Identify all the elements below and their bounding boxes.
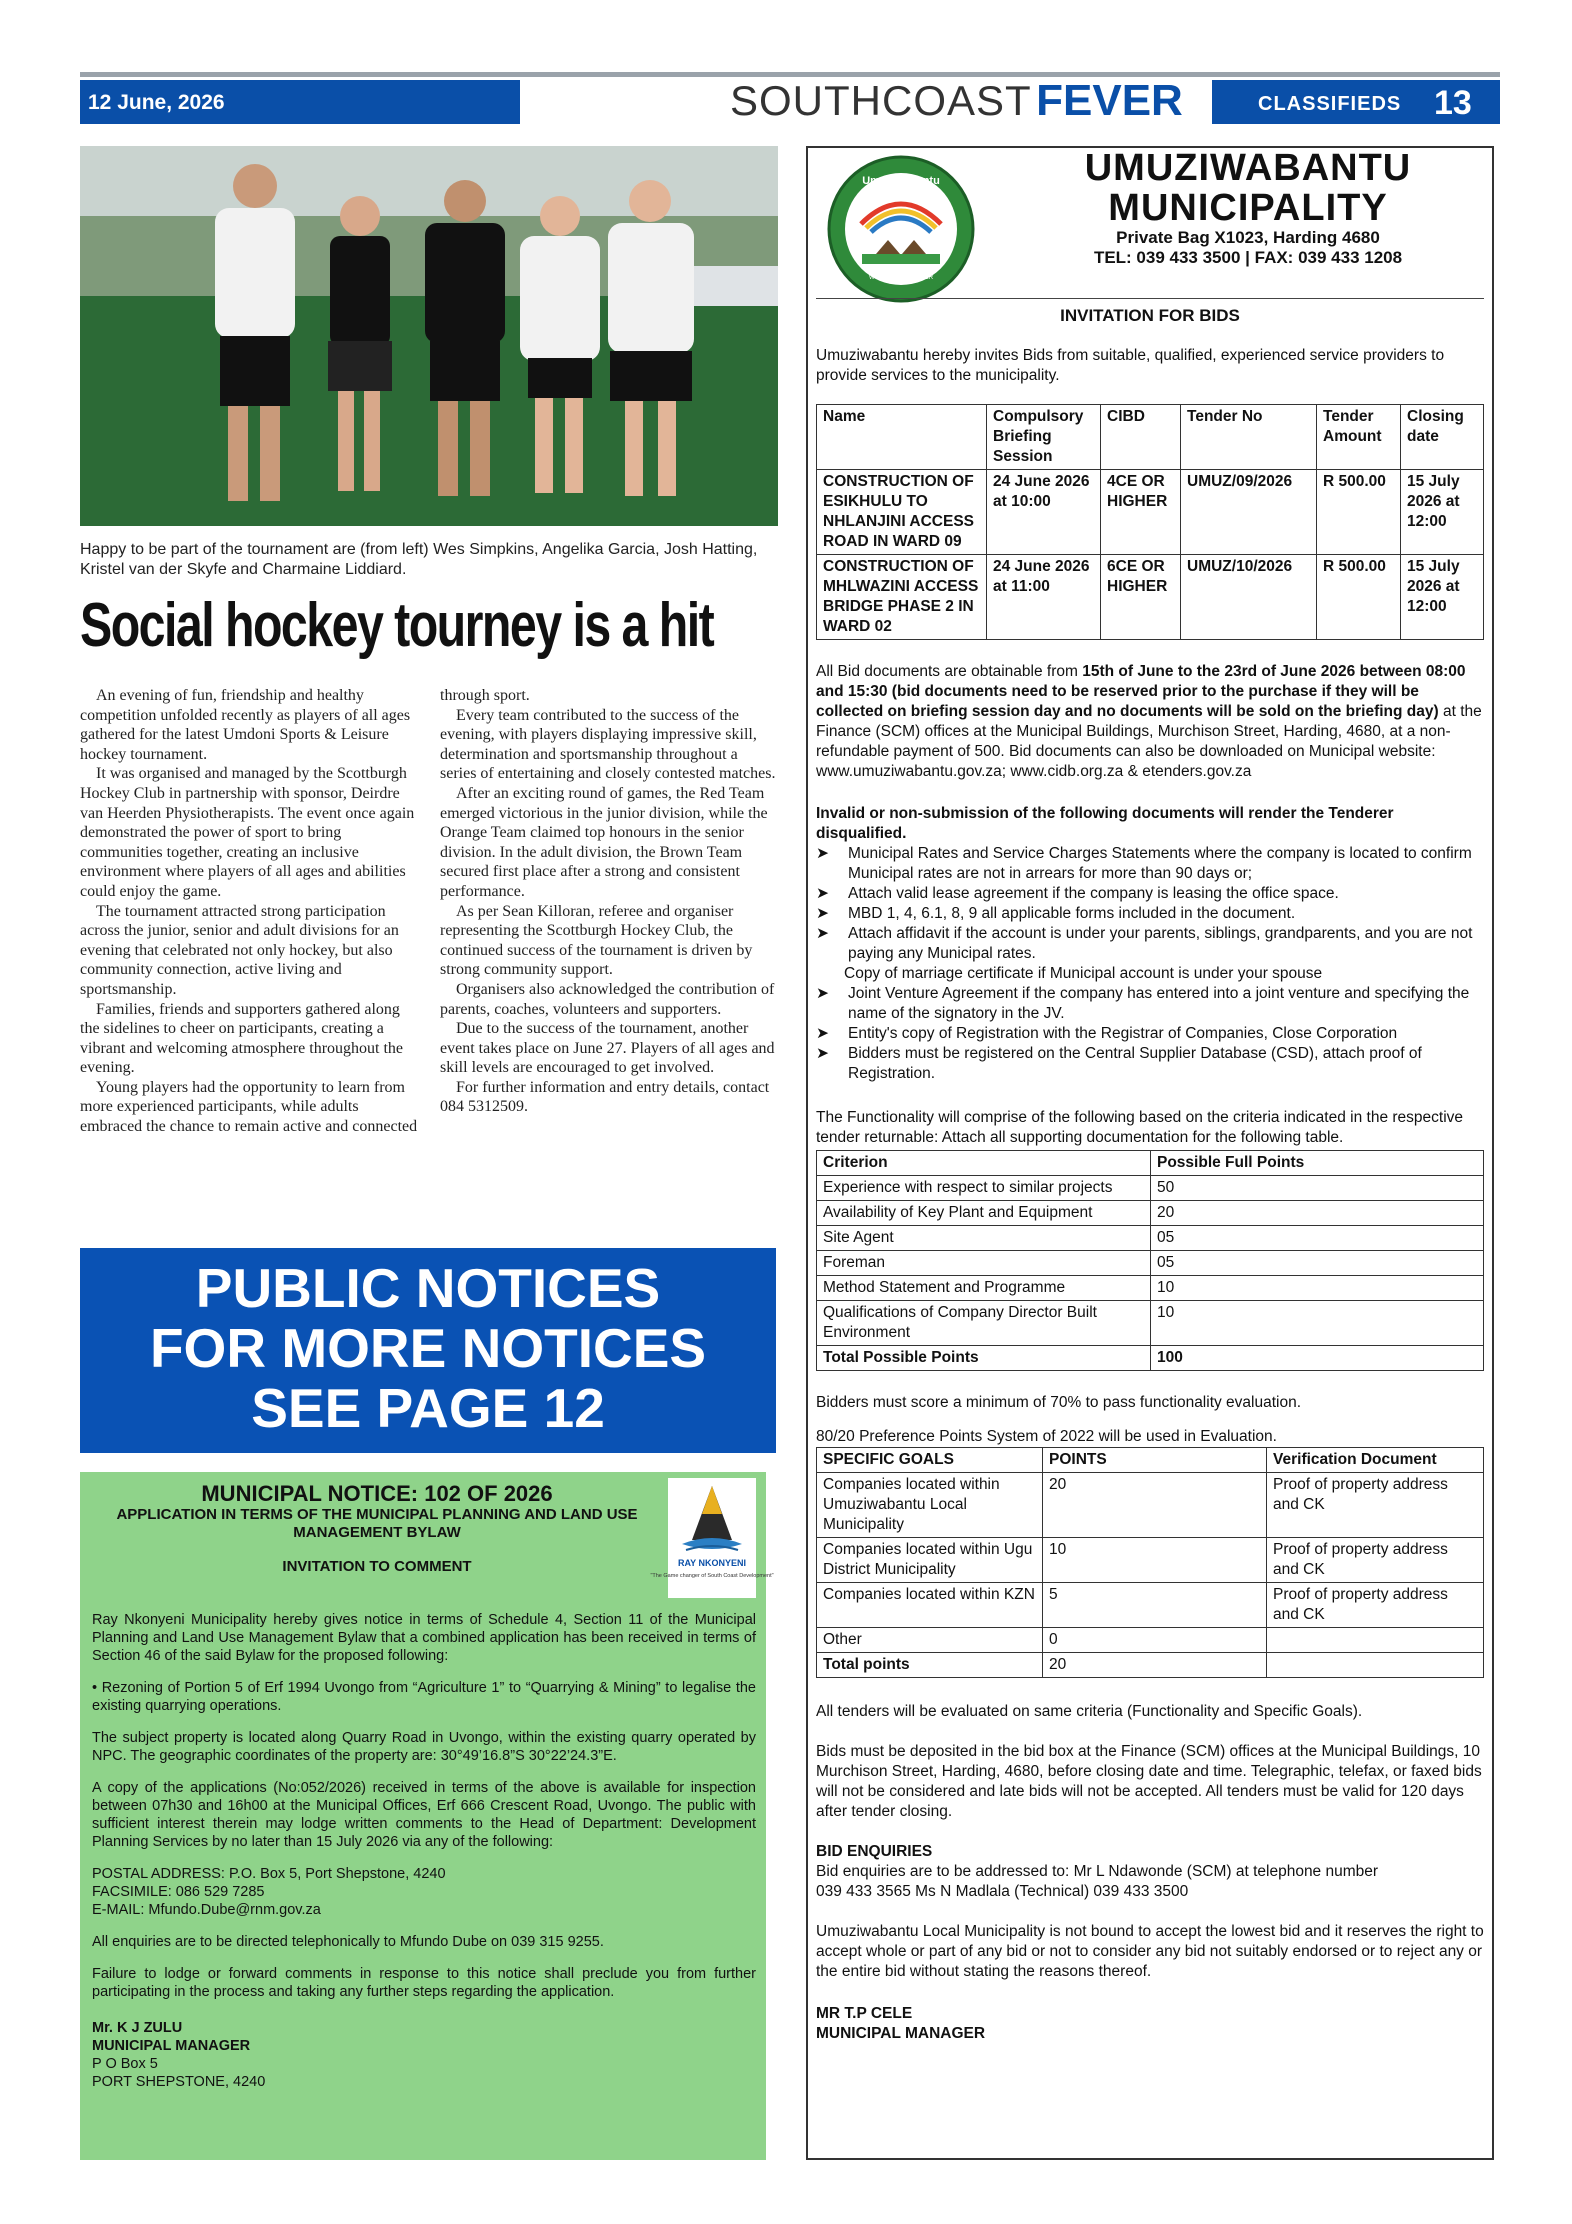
list-item: ➤ Joint Venture Agreement if the company has entered into a joint venture and specifying the name of the signatory in the JV. <box>816 985 1470 1022</box>
article-paragraph: An evening of fun, friendship and healthy competition unfolded recently as players of all ages gathered for the latest Umdoni Sports & Leisure hockey tournament. <box>80 687 411 763</box>
logo-name: RAY NKONYENI <box>677 1558 747 1568</box>
article-paragraph: The tournament attracted strong participation across the junior, senior and adult divisions for an evening that celebrated not only hockey, but also community connection, active living and sportsmanship. <box>80 902 399 998</box>
table-cell: Companies located within KZN <box>817 1583 1043 1628</box>
article-continuation: through sport. <box>440 687 530 704</box>
table-cell: 4CE OR HIGHER <box>1101 470 1181 555</box>
table-row <box>817 1276 1484 1301</box>
list-item: ➤ Attach valid lease agreement if the company is leasing the office space. <box>816 885 1339 902</box>
article-column-1 <box>80 686 418 1234</box>
table-cell: 05 <box>1151 1251 1484 1276</box>
arrow-bullet-icon: ➤ <box>816 985 829 1002</box>
article-paragraph: Young players had the opportunity to learn from more experienced participants, while adults embraced the chance to remain active and connected <box>80 1078 418 1136</box>
table-row <box>817 1473 1484 1538</box>
reservation-clause: Umuziwabantu Local Municipality is not bound to accept the lowest bid and it reserves the right to accept whole or part of any bid or not to consider any bid not suitably endorsed or to reject any or the entire bid without stating the reasons thereof. <box>816 1923 1484 1980</box>
table-header: Compulsory Briefing Session <box>987 405 1101 470</box>
article-paragraph: As per Sean Killoran, referee and organiser representing the Scottburgh Hockey Club, the continued success of the tournament is driven by strong community support. <box>440 902 753 979</box>
table-cell: Companies located within Ugu District Municipality <box>817 1538 1043 1583</box>
tender-advert <box>806 146 1494 2160</box>
article-paragraph: Organisers also acknowledged the contribution of parents, coaches, volunteers and supporters. <box>440 980 775 1018</box>
table-cell: Total points <box>817 1653 1043 1678</box>
notice-signatory-title: MUNICIPAL MANAGER <box>92 2038 251 2054</box>
issue-date: 12 June, 2026 <box>80 80 520 124</box>
table-row <box>817 555 1484 640</box>
municipality-name: UMUZIWABANTU <box>1084 147 1412 189</box>
table-header-row <box>817 1151 1484 1176</box>
specific-goals-table <box>816 1447 1484 1678</box>
table-cell: 50 <box>1151 1176 1484 1201</box>
section-tab <box>1212 80 1500 124</box>
table-row <box>817 1201 1484 1226</box>
table-cell: R 500.00 <box>1317 470 1401 555</box>
municipal-notice <box>80 1472 774 2160</box>
table-cell: UMUZ/09/2026 <box>1181 470 1317 555</box>
requirements-list <box>816 844 1484 1084</box>
notice-postal: POSTAL ADDRESS: P.O. Box 5, Port Shepstone, 4240 <box>92 1866 446 1882</box>
table-cell: 20 <box>1151 1201 1484 1226</box>
table-cell: 10 <box>1151 1276 1484 1301</box>
article-paragraph: Every team contributed to the success of the evening, with players displaying impressive skill, determination and sportsmanship throughout a series of entertaining and closely contested matches. <box>440 706 776 783</box>
umuziwabantu-logo <box>826 154 976 304</box>
table-cell: 05 <box>1151 1226 1484 1251</box>
preference-system: 80/20 Preference Points System of 2022 will be used in Evaluation. <box>816 1428 1277 1445</box>
table-cell: 15 July 2026 at 12:00 <box>1401 555 1484 640</box>
table-cell: 5 <box>1043 1583 1267 1628</box>
notice-paragraph: Ray Nkonyeni Municipality hereby gives notice in terms of Schedule 4, Section 11 of the Municipal Planning and Land Use Management Bylaw that a combined application has been received in terms of Section 46 of the said Bylaw for the proposed following: <box>92 1612 756 1664</box>
arrow-bullet-icon: ➤ <box>816 885 829 902</box>
arrow-bullet-icon: ➤ <box>816 1045 829 1062</box>
article-paragraph: It was organised and managed by the Scottburgh Hockey Club in partnership with sponsor, Deirdre van Heerden Physiotherapists. The event once again demonstrated the power of sport to bring communities together, creating an inclusive environment where players of all ages and abilities could enjoy the game. <box>80 765 415 900</box>
municipality-address: Private Bag X1023, Harding 4680 <box>1116 228 1380 247</box>
bid-enquiries: 039 433 3565 Ms N Madlala (Technical) 039 433 3500 <box>816 1883 1189 1900</box>
table-cell: Proof of property address and CK <box>1267 1473 1484 1538</box>
table-row <box>817 470 1484 555</box>
table-cell: Proof of property address and CK <box>1267 1583 1484 1628</box>
article-paragraph: After an exciting round of games, the Red Team emerged victorious in the junior division, while the Orange Team claimed top honours in the senior division. In the adult division, the Brown Team secured first place after a strong and consistent performance. <box>440 784 768 900</box>
bid-deposit: Bids must be deposited in the bid box at the Finance (SCM) offices at the Municipal Buildings, 10 Murchison Street, Harding, 4680, before closing date and time. Telegraphic, telefax, or faxed bids will not be considered and late bids will not be accepted. All tenders must be valid for 120 days after tender closing. <box>816 1743 1482 1820</box>
notice-subtitle: APPLICATION IN TERMS OF THE MUNICIPAL PLANNING AND LAND USE MANAGEMENT BYLAW <box>116 1506 638 1541</box>
tender-documents <box>816 662 1484 782</box>
tender-masthead <box>1008 148 1488 268</box>
notice-paragraph: All enquiries are to be directed telephonically to Mfundo Dube on 039 315 9255. <box>92 1934 604 1950</box>
table-cell: 24 June 2026 at 11:00 <box>987 555 1101 640</box>
logo-name: Umuziwabantu <box>862 175 940 187</box>
table-cell: Site Agent <box>817 1226 1151 1251</box>
umuziwabantu-emblem-icon <box>826 154 976 304</box>
table-row <box>817 1583 1484 1628</box>
tender-signatory-title: MUNICIPAL MANAGER <box>816 2025 986 2042</box>
table-cell: 10 <box>1043 1538 1267 1583</box>
arrow-bullet-icon: ➤ <box>816 905 829 922</box>
table-cell: 6CE OR HIGHER <box>1101 555 1181 640</box>
table-row <box>817 1251 1484 1276</box>
table-cell: R 500.00 <box>1317 555 1401 640</box>
notice-signatory-name: Mr. K J ZULU <box>92 2020 183 2036</box>
evaluation-criteria: All tenders will be evaluated on same criteria (Functionality and Specific Goals). <box>816 1703 1363 1720</box>
notice-fax: FACSIMILE: 086 529 7285 <box>92 1884 265 1900</box>
public-notices-banner <box>80 1248 776 1453</box>
notice-email: E-MAIL: Mfundo.Dube@rnm.gov.za <box>92 1902 321 1918</box>
notice-paragraph: Failure to lodge or forward comments in response to this notice shall preclude you from further participating in the process and taking any further steps regarding the application. <box>92 1966 756 2000</box>
brand-southcoast: SOUTHCOAST <box>730 77 1032 124</box>
tender-body <box>816 302 1484 2044</box>
arrow-bullet-icon: ➤ <box>816 845 829 862</box>
notice-paragraph: • Rezoning of Portion 5 of Erf 1994 Uvongo from “Agriculture 1” to “Quarrying & Mining” to legalise the existing quarrying operations. <box>92 1680 756 1714</box>
ray-nkonyeni-logo <box>650 1478 774 1598</box>
table-cell: CONSTRUCTION OF ESIKHULU TO NHLANJINI ACCESS ROAD IN WARD 09 <box>817 470 987 555</box>
municipality-name: MUNICIPALITY <box>1108 187 1388 229</box>
logo-motto: WORKING TOGETHER <box>868 275 934 281</box>
table-cell: Other <box>817 1628 1043 1653</box>
docs-dates: 15th of June to the 23rd of June 2026 between 08:00 and 15:30 (bid documents need to be reserved prior to the purchase if they will be collected on briefing session day and no documents will be sold on the briefing day) <box>816 663 1466 720</box>
table-header: Verification Document <box>1267 1448 1484 1473</box>
list-item: ➤ Municipal Rates and Service Charges Statements where the company is located to confirm Municipal rates are not in arrears for more than 90 days or; <box>816 845 1472 882</box>
table-cell: 10 <box>1151 1301 1484 1346</box>
table-cell: 24 June 2026 at 10:00 <box>987 470 1101 555</box>
notice-paragraph: The subject property is located along Quarry Road in Uvongo, within the existing quarry operated by NPC. The geographic coordinates of the property are: 30°49’16.8”S 30°22’24.3”E. <box>92 1730 756 1764</box>
article-column-2 <box>440 686 778 1234</box>
tender-invitation: INVITATION FOR BIDS <box>1060 306 1240 325</box>
article-paragraph: For further information and entry details, contact 084 5312509. <box>440 1078 770 1116</box>
docs-text: at the Finance (SCM) offices at the Municipal Buildings, Murchison Street, Harding, 4680, at a non-refundable payment of 500. Bid documents can also be downloaded on Municipal website: www.umuziwabantu.gov.za; www.cidb.org.za & etenders.gov.za <box>816 703 1482 780</box>
arrow-bullet-icon: ➤ <box>816 1025 829 1042</box>
table-header: Tender Amount <box>1317 405 1401 470</box>
table-cell: 15 July 2026 at 12:00 <box>1401 470 1484 555</box>
banner-line: FOR MORE NOTICES <box>149 1317 707 1379</box>
table-header: Criterion <box>817 1151 1151 1176</box>
bids-table <box>816 404 1484 640</box>
table-row <box>817 1176 1484 1201</box>
masthead-brand <box>730 76 1183 124</box>
ray-nkonyeni-emblem-icon <box>650 1478 774 1598</box>
table-header: Name <box>817 405 987 470</box>
table-header: POINTS <box>1043 1448 1267 1473</box>
list-item: Copy of marriage certificate if Municipal account is under your spouse <box>844 965 1323 982</box>
table-total-row <box>817 1346 1484 1371</box>
table-cell: Proof of property address and CK <box>1267 1538 1484 1583</box>
table-row <box>817 1226 1484 1251</box>
logo-tagline: "The Game changer of South Coast Development" <box>650 1573 774 1579</box>
table-header: CIBD <box>1101 405 1181 470</box>
table-row <box>817 1301 1484 1346</box>
article-headline: Social hockey tourney is a hit <box>80 591 714 660</box>
table-cell <box>1267 1653 1484 1678</box>
arrow-bullet-icon: ➤ <box>816 925 829 942</box>
list-item: ➤ Attach affidavit if the account is under your parents, siblings, grandparents, and you are not paying any Municipal rates. <box>816 925 1473 962</box>
list-item: ➤ Entity's copy of Registration with the Registrar of Companies, Close Corporation <box>816 1025 1398 1042</box>
article-paragraph: Due to the success of the tournament, another event takes place on June 27. Players of all ages and skill levels are encouraged to get involved. <box>440 1020 775 1077</box>
table-row <box>817 1628 1484 1653</box>
tender-disqualification: Invalid or non-submission of the following documents will render the Tenderer disqualified. <box>816 805 1394 842</box>
notice-signatory-address: P O Box 5 <box>92 2056 158 2072</box>
article-paragraph: Families, friends and supporters gathered along the sidelines to cheer on participants, creating a vibrant and welcoming atmosphere throughout the evening. <box>80 1000 404 1077</box>
banner-line: PUBLIC NOTICES <box>195 1257 661 1319</box>
notice-signatory-address: PORT SHEPSTONE, 4240 <box>92 2074 266 2090</box>
photo-caption: Happy to be part of the tournament are (from left) Wes Simpkins, Angelika Garcia, Josh Hatting, Kristel van der Skyfe and Charmaine Liddiard. <box>80 541 758 578</box>
table-header: Closing date <box>1401 405 1484 470</box>
hockey-team-photo <box>80 146 778 526</box>
photo-illustration <box>80 146 778 526</box>
table-header-row <box>817 1448 1484 1473</box>
bid-enquiries: Bid enquiries are to be addressed to: Mr L Ndawonde (SCM) at telephone number <box>816 1863 1379 1880</box>
tender-intro: Umuziwabantu hereby invites Bids from suitable, qualified, experienced service providers to provide services to the municipality. <box>816 347 1445 384</box>
municipality-contact: TEL: 039 433 3500 | FAX: 039 433 1208 <box>1093 248 1403 267</box>
table-cell: UMUZ/10/2026 <box>1181 555 1317 640</box>
article-body <box>80 686 778 1234</box>
table-cell <box>1267 1628 1484 1653</box>
table-cell: 20 <box>1043 1473 1267 1538</box>
table-cell: 20 <box>1043 1653 1267 1678</box>
table-cell: Qualifications of Company Director Built Environment <box>817 1301 1151 1346</box>
list-item: ➤ Bidders must be registered on the Central Supplier Database (CSD), attach proof of Registration. <box>816 1045 1422 1082</box>
notice-invitation: INVITATION TO COMMENT <box>282 1558 472 1575</box>
bid-enquiries-title: BID ENQUIRIES <box>816 1843 933 1860</box>
table-cell: Total Possible Points <box>817 1346 1151 1371</box>
tender-signatory-name: MR T.P CELE <box>816 2005 913 2022</box>
table-header: Possible Full Points <box>1151 1151 1484 1176</box>
table-header: SPECIFIC GOALS <box>817 1448 1043 1473</box>
notice-title: MUNICIPAL NOTICE: 102 OF 2026 <box>201 1481 553 1506</box>
notice-paragraph: A copy of the applications (No:052/2026) received in terms of the above is available for inspection between 07h30 and 16h00 at the Municipal Offices, Erf 666 Crescent Road, Uvongo. The public with sufficient interest therein may lodge written comments to the Head of Department: Development Planning Services by no later than 15 July 2026 via any of the following: <box>92 1780 756 1850</box>
table-cell: Method Statement and Programme <box>817 1276 1151 1301</box>
table-row <box>817 1538 1484 1583</box>
section-label: CLASSIFIEDS <box>1258 93 1402 115</box>
functionality-table <box>816 1150 1484 1371</box>
list-item: ➤ MBD 1, 4, 6.1, 8, 9 all applicable forms included in the document. <box>816 905 1296 922</box>
page-number: 13 <box>1434 84 1472 122</box>
brand-fever: FEVER <box>1036 76 1183 125</box>
table-cell: Companies located within Umuziwabantu Local Municipality <box>817 1473 1043 1538</box>
minimum-score: Bidders must score a minimum of 70% to pass functionality evaluation. <box>816 1394 1302 1411</box>
table-cell: Availability of Key Plant and Equipment <box>817 1201 1151 1226</box>
docs-text: All Bid documents are obtainable from <box>816 663 1083 680</box>
table-cell: 0 <box>1043 1628 1267 1653</box>
table-header: Tender No <box>1181 405 1317 470</box>
functionality-intro: The Functionality will comprise of the following based on the criteria indicated in the respective tender returnable: Attach all supporting documentation for the following table. <box>816 1109 1464 1146</box>
table-cell: Experience with respect to similar projects <box>817 1176 1151 1201</box>
table-cell: Foreman <box>817 1251 1151 1276</box>
table-total-row <box>817 1653 1484 1678</box>
table-cell: 100 <box>1151 1346 1484 1371</box>
logo-sub: MUNICIPALITY <box>880 191 922 197</box>
table-cell: CONSTRUCTION OF MHLWAZINI ACCESS BRIDGE PHASE 2 IN WARD 02 <box>817 555 987 640</box>
table-header-row <box>817 405 1484 470</box>
tender-rule <box>816 298 1484 299</box>
banner-line: SEE PAGE 12 <box>251 1377 605 1439</box>
